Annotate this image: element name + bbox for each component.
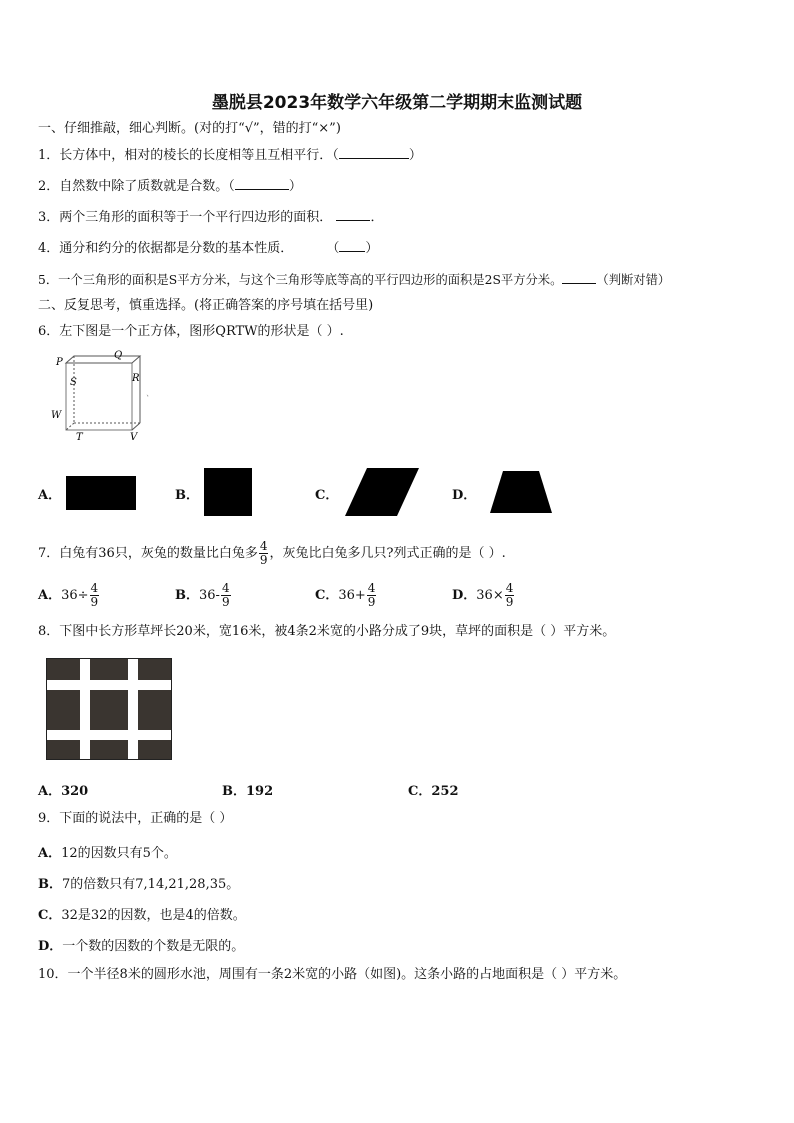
q7-option-c-fraction	[367, 582, 377, 609]
q6-option-a-rectangle-shape	[66, 476, 136, 510]
q7-option-b-denominator: 9	[221, 595, 230, 609]
q9-option-c[interactable]	[38, 904, 246, 923]
q5-suffix: （判断对错）	[596, 273, 671, 287]
q9-number: 9．	[38, 811, 60, 826]
cube-figure	[44, 348, 164, 448]
q1-paren-close: ）	[408, 148, 422, 163]
q2-number: 2．	[38, 179, 60, 194]
cube-label-p: P	[56, 357, 63, 368]
question-9	[38, 810, 232, 828]
question-8	[38, 623, 615, 641]
q9-option-b[interactable]	[38, 873, 239, 892]
q3-text: 两个三角形的面积等于一个平行四边形的面积．	[59, 210, 333, 225]
q8-option-c-value: 252	[431, 784, 459, 799]
q7-option-c-letter: C．	[315, 588, 339, 603]
q4-number: 4．	[38, 241, 60, 256]
q5-answer-blank[interactable]	[562, 271, 596, 284]
q8-option-a-value: 320	[61, 784, 89, 799]
q3-end: ．	[370, 210, 384, 225]
q6-text: 左下图是一个正方体，图形QRTW的形状是（ ）.	[59, 324, 344, 339]
q7-option-d[interactable]	[452, 578, 515, 614]
cube-label-r: R	[132, 373, 140, 384]
q1-number: 1．	[38, 148, 60, 163]
q2-text: 自然数中除了质数就是合数。	[59, 179, 229, 194]
q7-option-a-denominator: 9	[90, 595, 99, 609]
q6-option-a-letter: A．	[38, 488, 62, 503]
section1-heading: 一、仔细推敲，细心判断。(对的打“√”，错的打“×”)	[38, 121, 341, 136]
q7-option-c[interactable]	[315, 578, 377, 614]
q9-option-d[interactable]	[38, 935, 244, 954]
q9-option-b-text: 7的倍数只有7,14,21,28,35。	[62, 877, 240, 892]
q7-option-d-letter: D．	[452, 588, 477, 603]
q7-option-d-numerator: 4	[505, 581, 514, 595]
cube-label-s: S	[70, 377, 77, 388]
cube-label-v: V	[130, 432, 138, 443]
q9-option-b-letter: B．	[38, 877, 62, 892]
q3-number: 3．	[38, 210, 60, 225]
q7-text-before: 白兔有36只，灰兔的数量比白兔多	[59, 546, 258, 561]
q1-answer-blank[interactable]	[339, 146, 409, 159]
q7-option-c-denominator: 9	[367, 595, 376, 609]
cube-stray-mark: 、	[146, 389, 154, 398]
q4-paren-open: （	[326, 241, 340, 256]
q7-option-a-fraction	[90, 582, 100, 609]
q7-option-a[interactable]	[38, 578, 100, 614]
q1-text: 长方体中，相对的棱长的长度相等且互相平行．	[59, 148, 333, 163]
q6-number: 6．	[38, 324, 60, 339]
question-4	[38, 239, 378, 258]
q1-paren-open: （	[332, 148, 339, 163]
q9-option-a[interactable]	[38, 842, 177, 861]
q7-text-after: ，灰兔比白兔多几只?列式正确的是（ ）.	[269, 546, 506, 561]
q7-option-a-expr: 36÷	[61, 588, 89, 603]
q9-option-a-letter: A．	[38, 846, 62, 861]
q4-answer-blank[interactable]	[339, 239, 365, 252]
q8-option-b-value: 192	[246, 784, 274, 799]
q7-option-b-letter: B．	[175, 588, 199, 603]
q9-option-a-text: 12的因数只有5个。	[61, 846, 177, 861]
cube-label-t: T	[76, 432, 83, 443]
q2-paren-open: （	[228, 179, 235, 194]
q5-number: 5．	[38, 273, 59, 287]
question-1	[38, 146, 422, 165]
q9-text: 下面的说法中，正确的是（ ）	[59, 811, 233, 826]
q7-option-d-fraction	[505, 582, 515, 609]
q7-option-b-numerator: 4	[221, 581, 230, 595]
cube-label-q: Q	[114, 350, 123, 361]
q7-option-a-letter: A．	[38, 588, 62, 603]
question-2	[38, 177, 302, 196]
q6-option-c-letter: C．	[315, 488, 339, 503]
q6-option-d-letter: D．	[452, 488, 477, 503]
q4-text: 通分和约分的依据都是分数的基本性质．	[59, 241, 294, 256]
q9-option-d-text: 一个数的因数的个数是无限的。	[62, 939, 245, 954]
q5-text: 一个三角形的面积是S平方分米，与这个三角形等底等高的平行四边形的面积是2S平方分米。	[58, 273, 563, 287]
q7-option-b-fraction	[221, 582, 231, 609]
q8-option-c-letter: C．	[408, 784, 432, 799]
q6-option-b-letter: B．	[175, 488, 199, 503]
question-10	[38, 966, 626, 984]
q9-option-c-letter: C．	[38, 908, 62, 923]
q8-option-c[interactable]	[408, 780, 459, 799]
lawn-grid-figure	[46, 658, 172, 760]
q6-option-b[interactable]	[175, 484, 199, 503]
q7-fraction	[259, 540, 269, 567]
q7-option-b[interactable]	[175, 578, 232, 614]
question-5	[38, 271, 670, 289]
q8-number: 8．	[38, 624, 60, 639]
q4-paren-close: ）	[365, 241, 379, 256]
q7-option-c-expr: 36+	[338, 588, 366, 603]
cube-label-w: W	[51, 410, 62, 421]
q2-paren-close: ）	[288, 179, 302, 194]
q8-text: 下图中长方形草坪长20米，宽16米，被4条2米宽的小路分成了9块，草坪的面积是（ ）平方米。	[59, 624, 616, 639]
q10-number: 10．	[38, 967, 68, 982]
q2-answer-blank[interactable]	[235, 177, 289, 190]
q7-option-b-expr: 36-	[199, 588, 220, 603]
q6-option-a[interactable]	[38, 484, 61, 503]
q7-number: 7．	[38, 546, 60, 561]
q7-option-d-denominator: 9	[505, 595, 514, 609]
q7-option-d-expr: 36×	[476, 588, 504, 603]
q8-option-b-letter: B．	[222, 784, 246, 799]
q7-fraction-denominator: 9	[259, 553, 268, 567]
section2-heading: 二、反复思考，慎重选择。(将正确答案的序号填在括号里)	[38, 298, 374, 313]
q9-option-c-text: 32是32的因数，也是4的倍数。	[61, 908, 246, 923]
q10-text: 一个半径8米的圆形水池，周围有一条2米宽的小路（如图)。这条小路的占地面积是（ ）平方米。	[67, 967, 627, 982]
q9-option-d-letter: D．	[38, 939, 63, 954]
q8-option-b[interactable]	[222, 780, 273, 799]
q6-option-d-trapezoid-shape	[489, 470, 553, 514]
question-6	[38, 323, 344, 341]
q6-option-c-parallelogram-shape	[345, 466, 420, 518]
q7-option-a-numerator: 4	[90, 581, 99, 595]
q6-option-b-square-shape	[204, 468, 252, 516]
question-3	[38, 208, 383, 227]
q6-option-d[interactable]	[452, 484, 476, 503]
q8-option-a[interactable]	[38, 780, 88, 799]
q7-option-c-numerator: 4	[367, 581, 376, 595]
q8-option-a-letter: A．	[38, 784, 62, 799]
q7-fraction-numerator: 4	[259, 539, 268, 553]
page-title: 墨脱县2023年数学六年级第二学期期末监测试题	[211, 93, 583, 113]
question-7	[38, 536, 506, 572]
q6-option-c[interactable]	[315, 484, 338, 503]
q3-answer-blank[interactable]	[336, 208, 370, 221]
